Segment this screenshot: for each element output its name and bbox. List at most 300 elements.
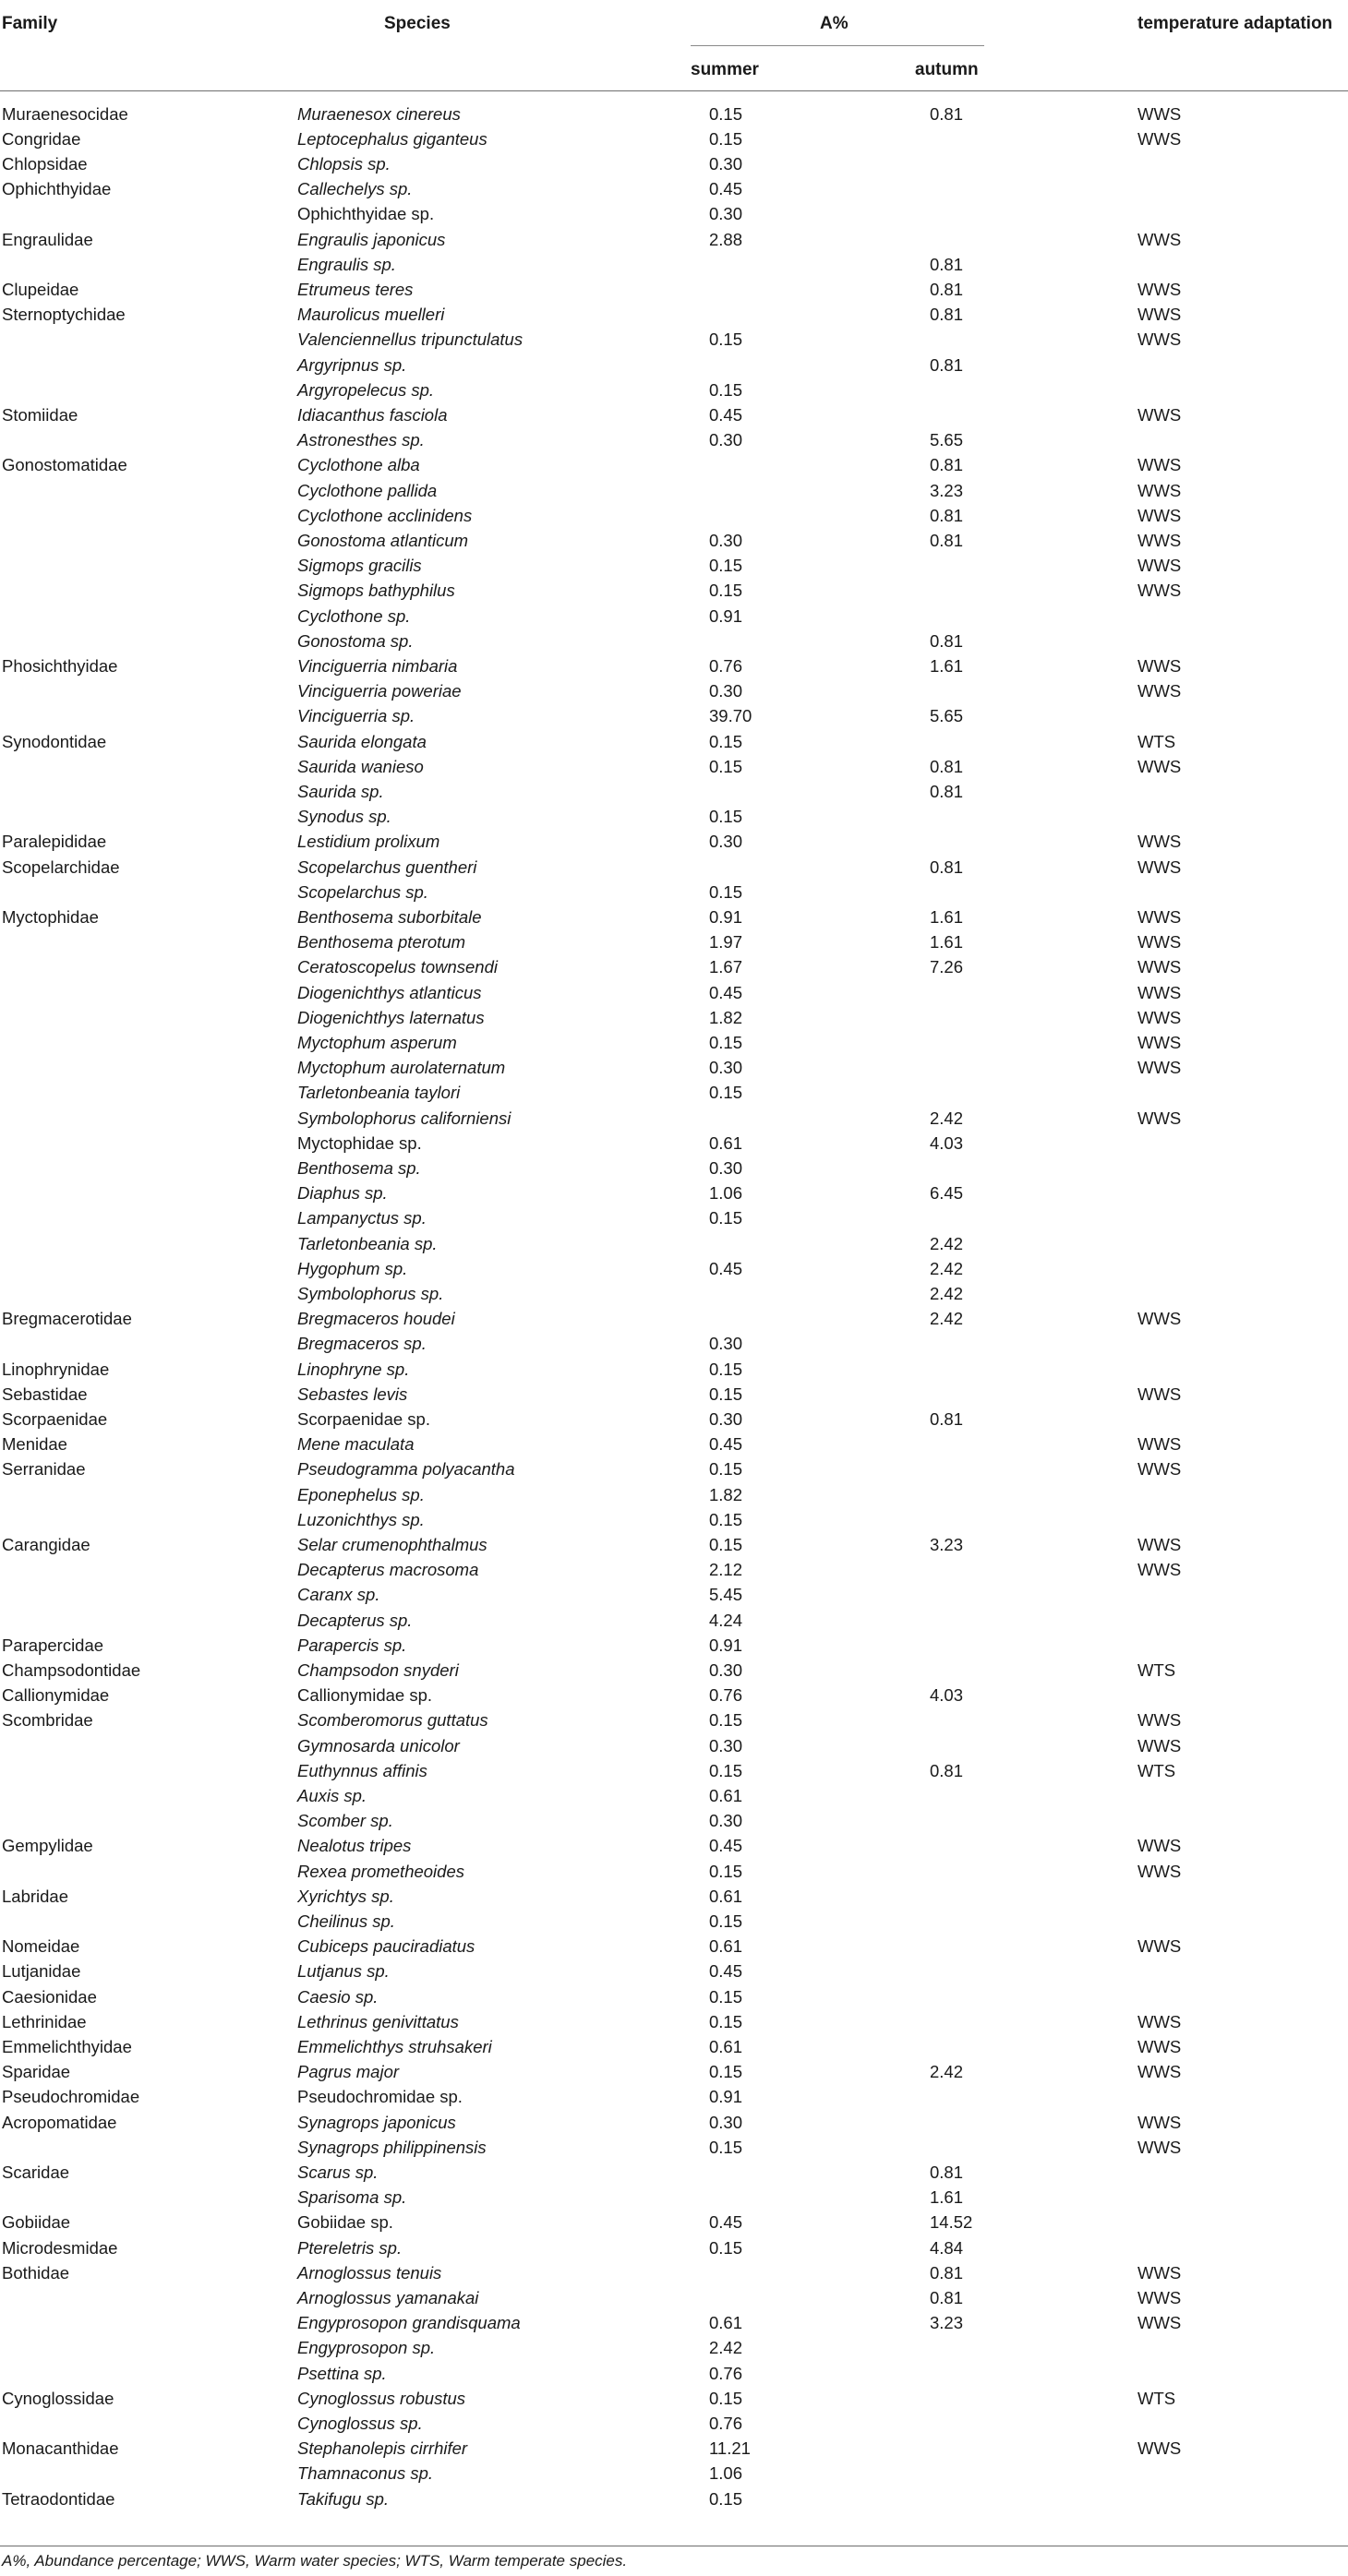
header-abundance-group: A% (820, 14, 849, 33)
species-cell: Psettina sp. (297, 2363, 387, 2383)
table-row (0, 1357, 1348, 1382)
autumn-cell: 4.03 (930, 1132, 964, 1153)
family-cell: Labridae (2, 1886, 69, 1906)
table-row (0, 1106, 1348, 1131)
table-row (0, 1306, 1348, 1331)
temperature-cell: WWS (1137, 957, 1182, 977)
temperature-cell: WWS (1137, 1861, 1182, 1881)
species-cell: Scomber sp. (297, 1811, 393, 1831)
species-cell: Symbolophorus sp. (297, 1283, 444, 1303)
temperature-cell: WWS (1137, 932, 1182, 953)
table-row (0, 402, 1348, 427)
summer-cell: 0.15 (709, 2137, 743, 2157)
summer-cell: 0.45 (709, 404, 743, 425)
table-row (0, 2210, 1348, 2235)
table-row (0, 779, 1348, 804)
temperature-cell: WWS (1137, 1384, 1182, 1404)
family-cell: Scorpaenidae (2, 1408, 108, 1429)
temperature-cell: WWS (1137, 530, 1182, 550)
family-cell: Menidae (2, 1434, 67, 1455)
species-cell: Muraenesox cinereus (297, 103, 461, 124)
species-cell: Cheilinus sp. (297, 1911, 395, 1931)
table-row (0, 2009, 1348, 2034)
autumn-cell: 2.42 (930, 1258, 964, 1278)
header-group-rule (691, 45, 984, 46)
autumn-cell: 4.84 (930, 2237, 964, 2258)
family-cell: Paralepididae (2, 832, 107, 852)
species-cell: Saurida wanieso (297, 756, 424, 776)
summer-cell: 2.88 (709, 229, 743, 249)
species-cell: Gymnosarda unicolor (297, 1735, 460, 1755)
table-row (0, 452, 1348, 477)
autumn-cell: 0.81 (930, 455, 964, 475)
summer-cell: 0.45 (709, 1961, 743, 1982)
family-cell: Champsodontidae (2, 1659, 141, 1680)
table-row (0, 2461, 1348, 2486)
temperature-cell: WWS (1137, 556, 1182, 576)
family-cell: Parapercidae (2, 1635, 104, 1655)
temperature-cell: WWS (1137, 581, 1182, 601)
summer-cell: 0.15 (709, 2488, 743, 2509)
table-row (0, 2436, 1348, 2461)
species-cell: Rexea prometheoides (297, 1861, 464, 1881)
species-cell: Decapterus macrosoma (297, 1560, 479, 1580)
species-cell: Benthosema pterotum (297, 932, 466, 953)
table-row (0, 1231, 1348, 1256)
species-cell: Caesio sp. (297, 1986, 379, 2007)
family-cell: Callionymidae (2, 1685, 110, 1706)
summer-cell: 0.30 (709, 1058, 743, 1078)
summer-cell: 0.15 (709, 1208, 743, 1228)
species-cell: Emmelichthys struhsakeri (297, 2036, 492, 2056)
species-cell: Engyprosopon grandisquama (297, 2313, 521, 2333)
table-row (0, 277, 1348, 302)
table-row (0, 302, 1348, 327)
species-cell: Scopelarchus guentheri (297, 857, 477, 877)
table-row (0, 327, 1348, 352)
family-cell: Pseudochromidae (2, 2087, 140, 2107)
summer-cell: 1.82 (709, 1007, 743, 1027)
table-row (0, 1884, 1348, 1909)
table-row (0, 1256, 1348, 1281)
temperature-cell: WWS (1137, 2287, 1182, 2307)
species-cell: Cyclothone alba (297, 455, 420, 475)
autumn-cell: 1.61 (930, 655, 964, 676)
temperature-cell: WWS (1137, 404, 1182, 425)
species-cell: Lutjanus sp. (297, 1961, 390, 1982)
summer-cell: 0.30 (709, 430, 743, 450)
temperature-cell: WWS (1137, 480, 1182, 500)
family-cell: Scombridae (2, 1710, 93, 1731)
table-row (0, 2059, 1348, 2084)
autumn-cell: 2.42 (930, 1309, 964, 1329)
species-cell: Engyprosopon sp. (297, 2338, 436, 2358)
table-row (0, 1131, 1348, 1156)
table-row (0, 1984, 1348, 2009)
autumn-cell: 0.81 (930, 857, 964, 877)
temperature-cell: WWS (1137, 1309, 1182, 1329)
summer-cell: 0.76 (709, 2413, 743, 2433)
table-row (0, 2386, 1348, 2411)
temperature-cell: WWS (1137, 906, 1182, 927)
family-cell: Scopelarchidae (2, 857, 120, 877)
table-row (0, 478, 1348, 503)
table-row (0, 829, 1348, 854)
family-cell: Congridae (2, 128, 81, 149)
table-row (0, 2185, 1348, 2210)
species-cell: Myctophidae sp. (297, 1132, 422, 1153)
table-row (0, 1683, 1348, 1707)
species-cell: Lampanyctus sp. (297, 1208, 427, 1228)
summer-cell: 0.15 (709, 1459, 743, 1480)
table-row (0, 1456, 1348, 1481)
species-cell: Mene maculata (297, 1434, 415, 1455)
table-row (0, 1959, 1348, 1983)
family-cell: Stomiidae (2, 404, 78, 425)
species-cell: Eponephelus sp. (297, 1484, 425, 1504)
species-cell: Bregmaceros houdei (297, 1309, 455, 1329)
table-row (0, 2160, 1348, 2185)
species-cell: Sparisoma sp. (297, 2187, 407, 2208)
autumn-cell: 0.81 (930, 354, 964, 375)
summer-cell: 1.97 (709, 932, 743, 953)
summer-cell: 0.91 (709, 2087, 743, 2107)
table-row (0, 176, 1348, 201)
summer-cell: 0.30 (709, 1735, 743, 1755)
table-row (0, 1407, 1348, 1432)
summer-cell: 0.76 (709, 655, 743, 676)
family-cell: Synodontidae (2, 731, 107, 751)
species-cell: Scopelarchus sp. (297, 881, 428, 902)
table-row (0, 729, 1348, 754)
species-cell: Selar crumenophthalmus (297, 1534, 487, 1554)
species-cell: Synagrops japonicus (297, 2112, 456, 2132)
species-cell: Engraulis sp. (297, 254, 396, 274)
species-cell: Euthynnus affinis (297, 1760, 427, 1780)
summer-cell: 0.30 (709, 530, 743, 550)
species-cell: Diogenichthys atlanticus (297, 982, 482, 1002)
summer-cell: 0.15 (709, 556, 743, 576)
autumn-cell: 3.23 (930, 2313, 964, 2333)
summer-cell: 0.15 (709, 807, 743, 827)
species-cell: Engraulis japonicus (297, 229, 446, 249)
family-cell: Clupeidae (2, 279, 79, 299)
table-row (0, 1432, 1348, 1456)
species-cell: Auxis sp. (297, 1785, 367, 1805)
family-cell: Ophichthyidae (2, 179, 112, 199)
species-cell: Scorpaenidae sp. (297, 1408, 430, 1429)
summer-cell: 0.30 (709, 832, 743, 852)
species-cell: Leptocephalus giganteus (297, 128, 487, 149)
species-cell: Thamnaconus sp. (297, 2463, 434, 2484)
temperature-cell: WWS (1137, 1108, 1182, 1128)
species-cell: Bregmaceros sp. (297, 1334, 427, 1354)
summer-cell: 1.82 (709, 1484, 743, 1504)
species-cell: Myctophum aurolaternatum (297, 1058, 506, 1078)
summer-cell: 0.15 (709, 756, 743, 776)
table-row (0, 2135, 1348, 2160)
species-cell: Pagrus major (297, 2062, 400, 2082)
table-row (0, 578, 1348, 603)
family-cell: Gempylidae (2, 1836, 93, 1856)
autumn-cell: 0.81 (930, 630, 964, 651)
table-row (0, 629, 1348, 653)
summer-cell: 0.45 (709, 1836, 743, 1856)
autumn-cell: 2.42 (930, 2062, 964, 2082)
summer-cell: 0.61 (709, 1132, 743, 1153)
summer-cell: 1.67 (709, 957, 743, 977)
autumn-cell: 0.81 (930, 1408, 964, 1429)
header-temperature-adaptation: temperature adaptation (1137, 14, 1333, 33)
family-cell: Lethrinidae (2, 2011, 87, 2031)
table-row (0, 2310, 1348, 2335)
summer-cell: 0.30 (709, 1334, 743, 1354)
autumn-cell: 0.81 (930, 1760, 964, 1780)
species-cell: Xyrichtys sp. (297, 1886, 394, 1906)
autumn-cell: 0.81 (930, 781, 964, 801)
species-cell: Scomberomorus guttatus (297, 1710, 488, 1731)
family-cell: Phosichthyidae (2, 655, 118, 676)
summer-cell: 0.91 (709, 906, 743, 927)
temperature-cell: WWS (1137, 1560, 1182, 1580)
family-cell: Chlopsidae (2, 153, 88, 174)
summer-cell: 5.45 (709, 1585, 743, 1605)
table-row (0, 678, 1348, 703)
autumn-cell: 1.61 (930, 2187, 964, 2208)
summer-cell: 0.30 (709, 1659, 743, 1680)
temperature-cell: WTS (1137, 1760, 1176, 1780)
table-row (0, 980, 1348, 1005)
species-cell: Gonostoma sp. (297, 630, 414, 651)
temperature-cell: WWS (1137, 103, 1182, 124)
temperature-cell: WWS (1137, 1936, 1182, 1957)
table-row (0, 1758, 1348, 1783)
species-cell: Gonostoma atlanticum (297, 530, 469, 550)
autumn-cell: 2.42 (930, 1233, 964, 1253)
summer-cell: 4.24 (709, 1610, 743, 1630)
table-row (0, 1180, 1348, 1205)
summer-cell: 0.30 (709, 153, 743, 174)
temperature-cell: WWS (1137, 1007, 1182, 1027)
species-cell: Lestidium prolixum (297, 832, 440, 852)
species-cell: Cyclothone sp. (297, 605, 411, 626)
autumn-cell: 6.45 (930, 1183, 964, 1204)
species-cell: Stephanolepis cirrhifer (297, 2438, 468, 2459)
family-cell: Monacanthidae (2, 2438, 119, 2459)
table-row (0, 1055, 1348, 1080)
species-cell: Astronesthes sp. (297, 430, 425, 450)
temperature-cell: WWS (1137, 2112, 1182, 2132)
species-cell: Arnoglossus tenuis (297, 2262, 442, 2282)
species-cell: Vinciguerria sp. (297, 706, 415, 726)
family-cell: Cynoglossidae (2, 2388, 114, 2408)
summer-cell: 2.42 (709, 2338, 743, 2358)
table-row (0, 503, 1348, 528)
family-cell: Nomeidae (2, 1936, 80, 1957)
summer-cell: 0.15 (709, 2237, 743, 2258)
temperature-cell: WWS (1137, 2262, 1182, 2282)
table-row (0, 880, 1348, 905)
autumn-cell: 7.26 (930, 957, 964, 977)
autumn-cell: 14.52 (930, 2212, 973, 2233)
species-cell: Sebastes levis (297, 1384, 408, 1404)
summer-cell: 0.61 (709, 2036, 743, 2056)
species-cell: Diogenichthys laternatus (297, 1007, 485, 1027)
species-cell: Arnoglossus yamanakai (297, 2287, 479, 2307)
table-row (0, 2361, 1348, 2386)
autumn-cell: 5.65 (930, 706, 964, 726)
temperature-cell: WWS (1137, 1710, 1182, 1731)
autumn-cell: 3.23 (930, 480, 964, 500)
table-row (0, 126, 1348, 151)
species-cell: Ceratoscopelus townsendi (297, 957, 498, 977)
family-cell: Emmelichthyidae (2, 2036, 132, 2056)
summer-cell: 0.15 (709, 1986, 743, 2007)
temperature-cell: WWS (1137, 857, 1182, 877)
temperature-cell: WWS (1137, 455, 1182, 475)
table-row (0, 1382, 1348, 1407)
summer-cell: 0.61 (709, 1886, 743, 1906)
table-row (0, 2411, 1348, 2436)
species-cell: Vinciguerria poweriae (297, 681, 462, 701)
species-cell: Symbolophorus californiensi (297, 1108, 512, 1128)
summer-cell: 0.30 (709, 204, 743, 224)
table-row (0, 1281, 1348, 1306)
summer-cell: 0.91 (709, 605, 743, 626)
autumn-cell: 5.65 (930, 430, 964, 450)
species-cell: Argyropelecus sp. (297, 379, 435, 400)
table-row (0, 1783, 1348, 1808)
species-cell: Saurida elongata (297, 731, 427, 751)
autumn-cell: 1.61 (930, 932, 964, 953)
table-row (0, 929, 1348, 954)
species-cell: Parapercis sp. (297, 1635, 407, 1655)
table-row (0, 1934, 1348, 1959)
family-cell: Bothidae (2, 2262, 70, 2282)
summer-cell: 0.15 (709, 103, 743, 124)
species-cell: Takifugu sp. (297, 2488, 390, 2509)
temperature-cell: WWS (1137, 2313, 1182, 2333)
summer-cell: 0.76 (709, 2363, 743, 2383)
species-cell: Diaphus sp. (297, 1183, 388, 1204)
table-row (0, 201, 1348, 226)
summer-cell: 0.61 (709, 2313, 743, 2333)
summer-cell: 39.70 (709, 706, 752, 726)
table-row (0, 1909, 1348, 1934)
table-row (0, 2260, 1348, 2285)
table-row (0, 2034, 1348, 2059)
table-row (0, 1005, 1348, 1030)
temperature-cell: WWS (1137, 329, 1182, 350)
summer-cell: 0.15 (709, 731, 743, 751)
temperature-cell: WWS (1137, 756, 1182, 776)
species-cell: Gobiidae sp. (297, 2212, 393, 2233)
table-footnote: A%, Abundance percentage; WWS, Warm water species; WTS, Warm temperate species. (2, 2552, 628, 2570)
temperature-cell: WWS (1137, 1434, 1182, 1455)
species-cell: Tarletonbeania taylori (297, 1083, 461, 1103)
table-row (0, 2486, 1348, 2511)
table-row (0, 553, 1348, 578)
temperature-cell: WTS (1137, 2388, 1176, 2408)
temperature-cell: WWS (1137, 982, 1182, 1002)
table-row (0, 1859, 1348, 1884)
summer-cell: 0.15 (709, 1509, 743, 1529)
table-row (0, 1507, 1348, 1532)
summer-cell: 0.45 (709, 179, 743, 199)
autumn-cell: 0.81 (930, 756, 964, 776)
family-cell: Myctophidae (2, 906, 99, 927)
autumn-cell: 0.81 (930, 103, 964, 124)
table-row (0, 1658, 1348, 1683)
temperature-cell: WWS (1137, 1735, 1182, 1755)
autumn-cell: 0.81 (930, 305, 964, 325)
species-cell: Myctophum asperum (297, 1032, 457, 1052)
family-cell: Caesionidae (2, 1986, 97, 2007)
family-cell: Carangidae (2, 1534, 90, 1554)
summer-cell: 0.61 (709, 1936, 743, 1957)
temperature-cell: WWS (1137, 2438, 1182, 2459)
table-row (0, 1331, 1348, 1356)
table-row (0, 102, 1348, 126)
summer-cell: 0.15 (709, 2011, 743, 2031)
summer-cell: 0.15 (709, 581, 743, 601)
autumn-cell: 0.81 (930, 530, 964, 550)
species-cell: Callionymidae sp. (297, 1685, 433, 1706)
autumn-cell: 2.42 (930, 1108, 964, 1128)
table-row (0, 252, 1348, 277)
species-cell: Etrumeus teres (297, 279, 414, 299)
family-cell: Sternoptychidae (2, 305, 126, 325)
species-cell: Vinciguerria nimbaria (297, 655, 458, 676)
family-cell: Acropomatidae (2, 2112, 117, 2132)
header-summer: summer (691, 60, 759, 79)
species-cell: Decapterus sp. (297, 1610, 413, 1630)
table-row (0, 1080, 1348, 1105)
summer-cell: 0.45 (709, 1258, 743, 1278)
summer-cell: 0.15 (709, 1534, 743, 1554)
family-cell: Bregmacerotidae (2, 1309, 132, 1329)
summer-cell: 0.30 (709, 2112, 743, 2132)
species-cell: Benthosema suborbitale (297, 906, 482, 927)
table-row (0, 804, 1348, 829)
family-cell: Sparidae (2, 2062, 71, 2082)
temperature-cell: WTS (1137, 1659, 1176, 1680)
temperature-cell: WWS (1137, 279, 1182, 299)
summer-cell: 0.76 (709, 1685, 743, 1706)
temperature-cell: WWS (1137, 1534, 1182, 1554)
summer-cell: 0.91 (709, 1635, 743, 1655)
table-row (0, 1707, 1348, 1732)
autumn-cell: 0.81 (930, 2287, 964, 2307)
table-row (0, 1733, 1348, 1758)
summer-cell: 0.30 (709, 1811, 743, 1831)
family-cell: Linophrynidae (2, 1359, 110, 1379)
species-cell: Nealotus tripes (297, 1836, 412, 1856)
species-cell: Callechelys sp. (297, 179, 413, 199)
family-cell: Microdesmidae (2, 2237, 118, 2258)
temperature-cell: WWS (1137, 128, 1182, 149)
species-cell: Linophryne sp. (297, 1359, 410, 1379)
summer-cell: 0.15 (709, 329, 743, 350)
summer-cell: 0.15 (709, 1359, 743, 1379)
summer-cell: 0.15 (709, 1911, 743, 1931)
species-cell: Champsodon snyderi (297, 1659, 459, 1680)
table-row (0, 1532, 1348, 1557)
family-cell: Serranidae (2, 1459, 86, 1480)
temperature-cell: WWS (1137, 655, 1182, 676)
summer-cell: 1.06 (709, 2463, 743, 2484)
species-cell: Saurida sp. (297, 781, 384, 801)
